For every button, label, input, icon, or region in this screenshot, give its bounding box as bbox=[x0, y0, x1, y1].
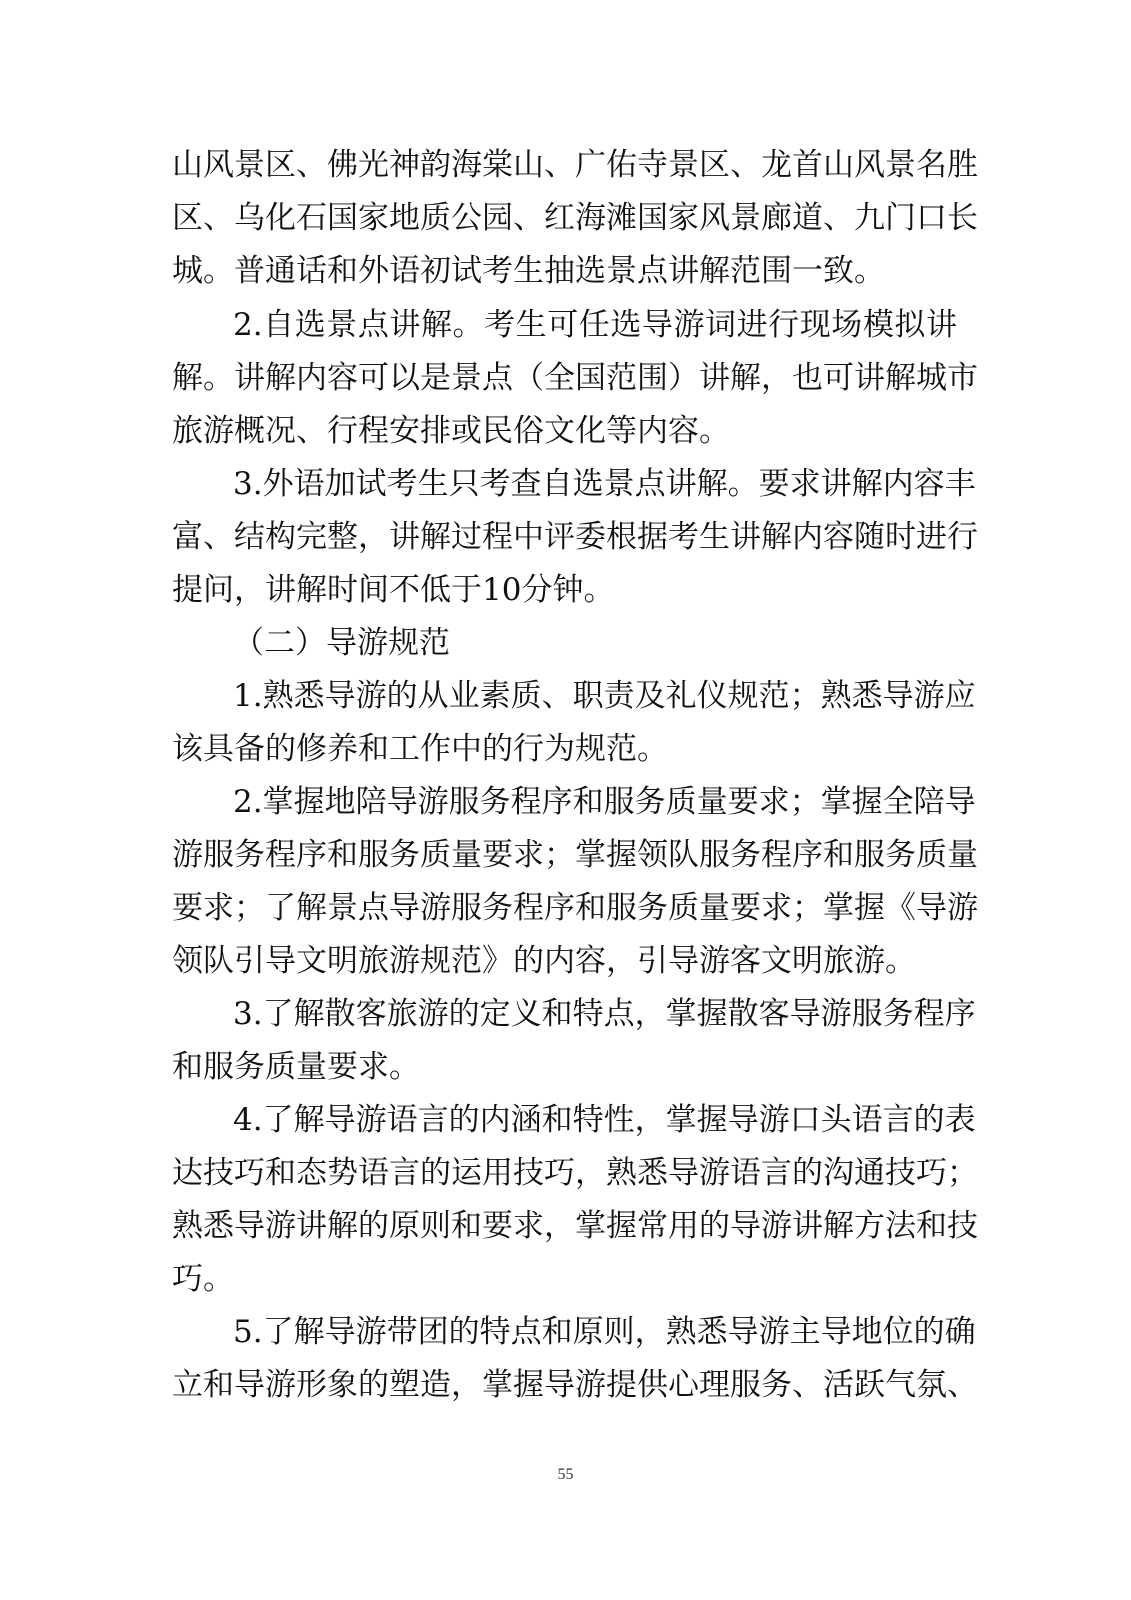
text-line-23: 5.了解导游带团的特点和原则，熟悉导游主导地位的确 bbox=[233, 1314, 976, 1350]
text-line-20: 达技巧和态势语言的运用技巧，熟悉导游语言的沟通技巧； bbox=[172, 1155, 978, 1191]
text-line-22: 巧。 bbox=[172, 1261, 234, 1297]
text-line-3: 城。普通话和外语初试考生抽选景点讲解范围一致。 bbox=[172, 253, 885, 289]
text-line-13: 2.掌握地陪导游服务程序和服务质量要求；掌握全陪导 bbox=[233, 784, 976, 820]
text-line-7: 3.外语加试考生只考查自选景点讲解。要求讲解内容丰 bbox=[233, 466, 976, 502]
text-line-24: 立和导游形象的塑造，掌握导游提供心理服务、活跃气氛、 bbox=[172, 1367, 978, 1403]
page-number: 55 bbox=[557, 1466, 574, 1483]
text-line-14: 游服务程序和服务质量要求；掌握领队服务程序和服务质量 bbox=[172, 837, 978, 873]
text-line-21: 熟悉导游讲解的原则和要求，掌握常用的导游讲解方法和技 bbox=[172, 1208, 978, 1244]
text-line-1: 山风景区、佛光神韵海棠山、广佑寺景区、龙首山风景名胜 bbox=[172, 147, 978, 183]
text-line-6: 旅游概况、行程安排或民俗文化等内容。 bbox=[172, 413, 730, 449]
text-line-15: 要求；了解景点导游服务程序和服务质量要求；掌握《导游 bbox=[172, 890, 978, 926]
text-line-12: 该具备的修养和工作中的行为规范。 bbox=[172, 731, 668, 767]
text-line-5: 解。讲解内容可以是景点（全国范围）讲解，也可讲解城市 bbox=[172, 360, 978, 396]
text-line-9: 提问，讲解时间不低于10分钟。 bbox=[172, 572, 615, 608]
text-line-17: 3.了解散客旅游的定义和特点，掌握散客导游服务程序 bbox=[233, 996, 976, 1032]
text-line-18: 和服务质量要求。 bbox=[172, 1049, 420, 1085]
text-line-19: 4.了解导游语言的内涵和特性，掌握导游口头语言的表 bbox=[233, 1102, 976, 1138]
section-heading: （二）导游规范 bbox=[233, 625, 450, 661]
text-line-11: 1.熟悉导游的从业素质、职责及礼仪规范；熟悉导游应 bbox=[233, 678, 976, 714]
text-line-4: 2.自选景点讲解。考生可任选导游词进行现场模拟讲 bbox=[233, 307, 957, 343]
text-line-8: 富、结构完整，讲解过程中评委根据考生讲解内容随时进行 bbox=[172, 519, 978, 555]
text-line-16: 领队引导文明旅游规范》的内容，引导游客文明旅游。 bbox=[172, 943, 916, 979]
text-line-2: 区、乌化石国家地质公园、红海滩国家风景廊道、九门口长 bbox=[172, 200, 978, 236]
